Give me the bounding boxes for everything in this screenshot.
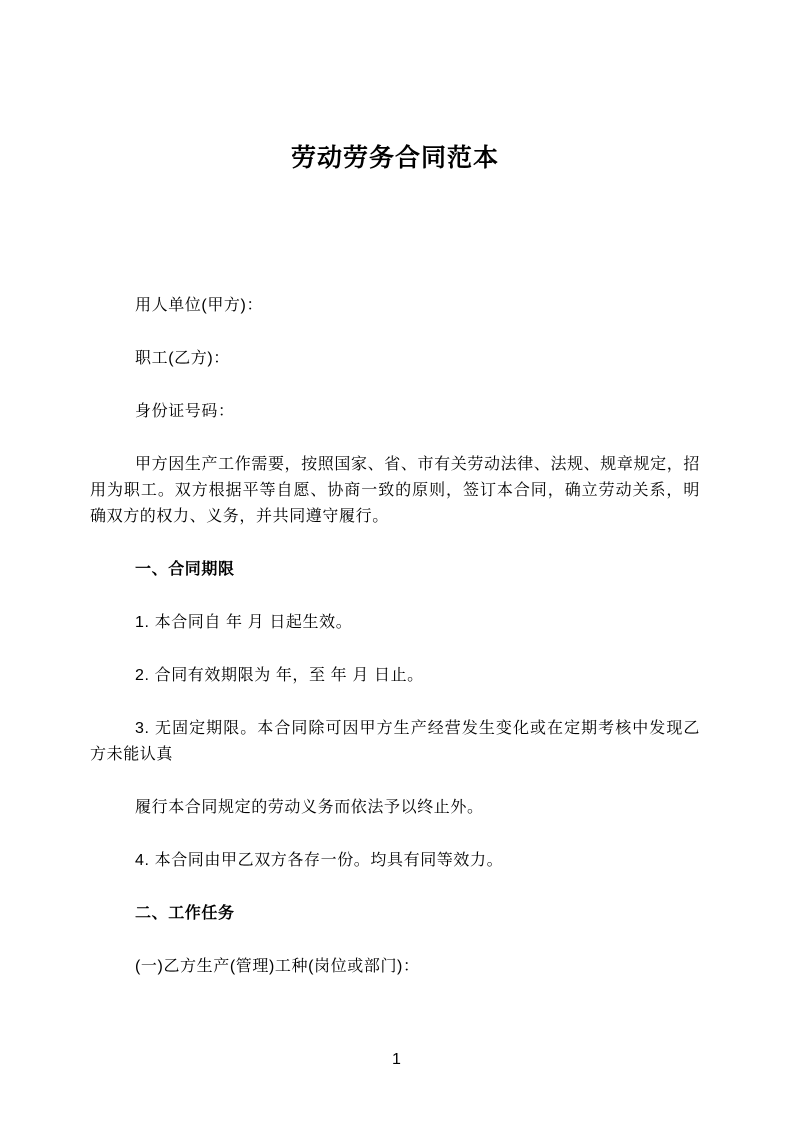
document-title: 劳动劳务合同范本 xyxy=(290,144,499,172)
clause-1-4: 4. 本合同由甲乙双方各存一份。均具有同等效力。 xyxy=(135,852,504,869)
id-number-line: 身份证号码： xyxy=(135,403,235,420)
clause-1-3: 3. 无固定期限。本合同除可因甲方生产经营发生变化或在定期考核中发现乙方未能认真 xyxy=(90,720,700,763)
preamble-paragraph: 甲方因生产工作需要，按照国家、省、市有关劳动法律、法规、规章规定，招用为职工。双方根据平等自愿、协商一致的原则，签订本合同，确立劳动关系，明确双方的权力、义务，并共同遵守履行。 xyxy=(90,456,700,525)
clause-1-3-continued: 履行本合同规定的劳动义务而依法予以终止外。 xyxy=(135,799,484,816)
page-number: 1 xyxy=(392,1051,401,1068)
section-2-heading: 二、工作任务 xyxy=(135,905,235,922)
party-a-line: 用人单位(甲方)： xyxy=(135,297,264,314)
party-b-line: 职工(乙方)： xyxy=(135,350,230,367)
clause-2-1-label: (一)乙方生产(管理)工种(岗位或部门)： xyxy=(135,958,420,975)
section-1-heading: 一、合同期限 xyxy=(135,561,235,578)
clause-1-1: 1. 本合同自 年 月 日起生效。 xyxy=(135,614,353,631)
clause-1-2: 2. 合同有效期限为 年，至 年 月 日止。 xyxy=(135,667,424,684)
